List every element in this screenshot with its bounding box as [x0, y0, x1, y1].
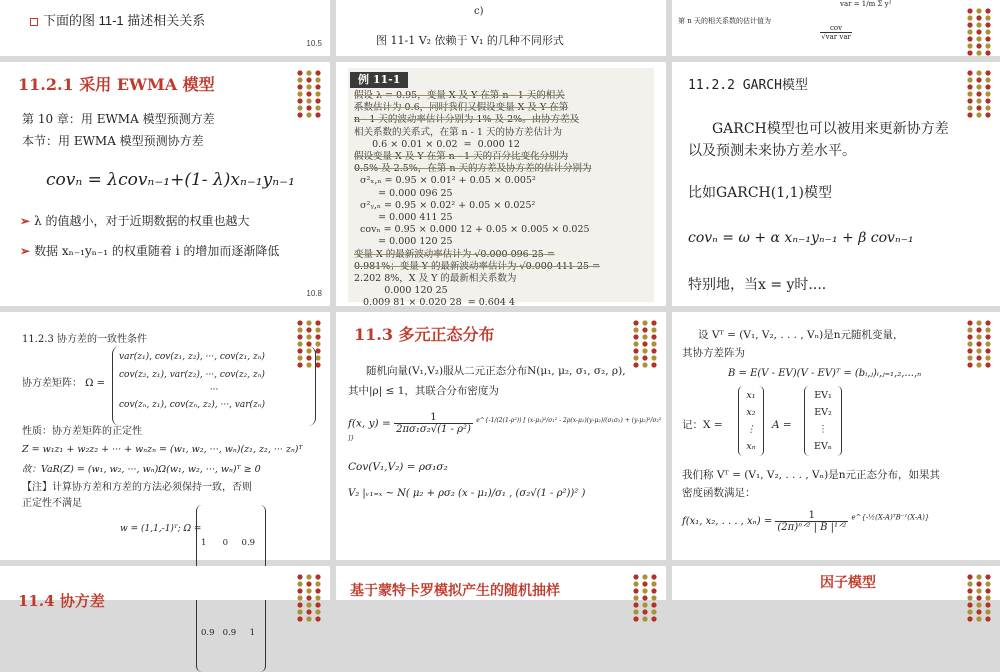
decorative-dot	[976, 588, 981, 593]
matrix-row: 1 0 0.9	[201, 538, 256, 548]
text-line: 性质：协方差矩阵的正定性	[22, 426, 142, 437]
matrix-row: 0.9 0.9 1	[201, 628, 256, 638]
w-formula: w = (1,1,-1)ᵀ; Ω =	[120, 524, 202, 534]
decorative-dot	[985, 8, 990, 13]
example-line: n - 1 天的波动率估计分别为 1% 及 2%。由协方差及	[354, 114, 580, 126]
decorative-dot	[967, 43, 972, 48]
decorative-dot	[633, 588, 638, 593]
slide-example-11-1[interactable]	[336, 62, 666, 309]
decorative-dot	[976, 29, 981, 34]
decorative-dot	[297, 581, 302, 586]
matrix-row: ···	[209, 385, 219, 395]
b-formula: B = E(V - EV)(V - EV)ᵀ = (bᵢ,ⱼ)ᵢ,ⱼ₌₁,₂,...,ₙ	[728, 368, 922, 379]
decorative-dot	[315, 91, 320, 96]
example-body	[348, 90, 654, 310]
decorative-dot	[985, 77, 990, 82]
decorative-dot	[976, 320, 981, 325]
decorative-dot	[985, 334, 990, 339]
slide-top-middle[interactable]	[336, 0, 666, 56]
decorative-dot	[651, 327, 656, 332]
note-text: 【注】计算协方差和方差的方法必须保持一致，否则	[22, 482, 252, 493]
decorative-dot	[633, 320, 638, 325]
decorative-dot	[315, 609, 320, 614]
z-formula: Z = w₁z₁ + w₂z₂ + ··· + wₙzₙ = (w₁, w₂, ···, wₙ)(z₁, z₂, ··· zₙ)ᵀ	[22, 444, 303, 455]
decorative-dot	[297, 609, 302, 614]
decorative-dot	[306, 77, 311, 82]
decorative-dot	[306, 609, 311, 614]
slide-title: 因子模型	[820, 575, 876, 591]
decorative-dot	[967, 348, 972, 353]
decorative-dot	[297, 70, 302, 75]
decorative-dot	[967, 8, 972, 13]
decorative-dot	[633, 348, 638, 353]
decorative-dot	[642, 327, 647, 332]
decorative-dot	[967, 112, 972, 117]
text-line: 第 10 章：用 EWMA 模型预测方差	[22, 112, 215, 126]
slide-garch[interactable]	[672, 62, 1000, 306]
decorative-dot	[976, 334, 981, 339]
decorative-dot	[633, 362, 638, 367]
example-line: 假设变量 X 及 Y 在第 n - 1 天的百分比变化分别为	[354, 151, 569, 163]
decorative-dot	[651, 348, 656, 353]
decorative-dot	[297, 320, 302, 325]
decorative-dot	[651, 616, 656, 621]
decorative-dot	[651, 320, 656, 325]
decorative-dot	[985, 574, 990, 579]
decorative-dot	[976, 77, 981, 82]
decorative-dot	[306, 320, 311, 325]
bullet-line	[30, 10, 205, 29]
covariance-matrix	[112, 346, 316, 426]
decorative-dot	[315, 84, 320, 89]
text-line: 其协方差阵为	[682, 347, 745, 359]
decorative-dot	[642, 602, 647, 607]
decorative-dot	[976, 327, 981, 332]
text-line: 比如GARCH(1,1)模型	[688, 185, 832, 201]
decorative-dot	[976, 574, 981, 579]
text-line: 以及预测未来协方差水平。	[688, 143, 856, 159]
decorative-dot	[976, 43, 981, 48]
density-formula	[682, 510, 929, 533]
text-line: 特别地，当x = y时....	[688, 277, 827, 293]
decorative-dot	[315, 595, 320, 600]
slide-top-left[interactable]	[0, 0, 330, 56]
decorative-dot	[985, 327, 990, 332]
decorative-dot	[642, 581, 647, 586]
slide-title: 11.2.2 GARCH模型	[688, 78, 808, 93]
square-bullet-icon	[30, 18, 38, 26]
example-line: 2.202 8%，X 及 Y 的最新相关系数为	[354, 273, 517, 285]
decorative-dot	[306, 595, 311, 600]
decorative-dot	[967, 320, 972, 325]
bullet-item: ➢ 数据 xₙ₋₁yₙ₋₁ 的权重随着 i 的增加而逐渐降低	[20, 244, 280, 258]
decorative-dot	[297, 574, 302, 579]
decorative-dot	[967, 70, 972, 75]
decorative-dot	[297, 112, 302, 117]
decorative-dot	[967, 15, 972, 20]
decorative-dot	[633, 574, 638, 579]
example-line: covₙ = 0.95 × 0.000 12 + 0.05 × 0.005 × 0.025	[354, 224, 590, 236]
decorative-dot	[633, 581, 638, 586]
slide-title: 11.3 多元正态分布	[354, 325, 495, 344]
decorative-dot	[642, 341, 647, 346]
decorative-dot	[315, 588, 320, 593]
slide-ewma[interactable]	[0, 62, 330, 306]
decorative-dots-icon	[630, 572, 660, 622]
decorative-dot	[633, 341, 638, 346]
decorative-dot	[976, 105, 981, 110]
decorative-dot	[651, 362, 656, 367]
decorative-dot	[985, 616, 990, 621]
decorative-dot	[967, 362, 972, 367]
page-number: 10.8	[306, 289, 322, 298]
decorative-dot	[297, 105, 302, 110]
decorative-dot	[985, 362, 990, 367]
exponent: e^{-1/(2(1-ρ²)) [ (x-μ₁)²/σ₁² - 2ρ(x-μ₁)(y-μ₂)/(σ₁σ₂) + (y-μ₂)²/σ₂² ]}	[348, 417, 662, 442]
decorative-dot	[315, 574, 320, 579]
matrix-row: cov(zₙ, z₁), cov(zₙ, z₂), ···, var(zₙ)	[119, 400, 265, 410]
decorative-dot	[633, 602, 638, 607]
decorative-dot	[976, 609, 981, 614]
decorative-dot	[967, 29, 972, 34]
decorative-dot	[306, 616, 311, 621]
decorative-dot	[642, 334, 647, 339]
decorative-dot	[306, 327, 311, 332]
example-line: 系数估计为 0.6，同时我们又假设变量 X 及 Y 在第	[354, 102, 569, 114]
decorative-dot	[306, 588, 311, 593]
decorative-dot	[651, 334, 656, 339]
decorative-dot	[633, 327, 638, 332]
decorative-dot	[306, 91, 311, 96]
decorative-dot	[985, 84, 990, 89]
decorative-dot	[976, 362, 981, 367]
decorative-dot	[642, 609, 647, 614]
decorative-dot	[633, 355, 638, 360]
decorative-dot	[985, 22, 990, 27]
decorative-dot	[315, 334, 320, 339]
text-line: 密度函数满足：	[682, 487, 756, 499]
decorative-dot	[306, 84, 311, 89]
decorative-dot	[967, 77, 972, 82]
arrow-bullet-icon: ➢	[20, 214, 31, 228]
decorative-dot	[976, 98, 981, 103]
decorative-dot	[297, 602, 302, 607]
decorative-dot	[642, 574, 647, 579]
decorative-dot	[967, 50, 972, 55]
matrix-row: cov(z₂, z₁), var(z₂), ···, cov(z₂, zₙ)	[119, 370, 265, 380]
decorative-dots-icon	[964, 572, 994, 622]
corr-formula: cov √var var	[821, 24, 851, 41]
decorative-dot	[985, 348, 990, 353]
exponent: e^{-½(X-A)ᵀB⁻¹(X-A)}	[851, 513, 930, 522]
x-label: 记：X =	[682, 419, 723, 431]
decorative-dot	[985, 98, 990, 103]
matrix-label: 协方差矩阵： Ω =	[22, 378, 106, 389]
figure-caption: 图 11-1 V₂ 依赖于 V₁ 的几种不同形式	[376, 34, 564, 47]
slide-bottom-middle[interactable]	[336, 566, 666, 600]
decorative-dot	[633, 334, 638, 339]
decorative-dot	[297, 98, 302, 103]
decorative-dot	[967, 574, 972, 579]
decorative-dot	[306, 581, 311, 586]
garch-formula: covₙ = ω + α xₙ₋₁yₙ₋₁ + β covₙ₋₁	[688, 230, 914, 246]
decorative-dot	[297, 77, 302, 82]
decorative-dots-icon	[294, 572, 324, 622]
density-formula	[348, 412, 666, 448]
decorative-dots-icon	[964, 318, 994, 368]
decorative-dot	[976, 616, 981, 621]
arrow-bullet-icon: ➢	[20, 244, 31, 258]
decorative-dot	[651, 595, 656, 600]
decorative-dot	[976, 595, 981, 600]
formula-label: f(x, y) =	[348, 417, 391, 430]
decorative-dot	[315, 355, 320, 360]
slide-multivariate-normal[interactable]	[336, 312, 666, 560]
decorative-dot	[642, 595, 647, 600]
decorative-dot	[967, 84, 972, 89]
example-line: 0.6 × 0.01 × 0.02 = 0.000 12	[354, 138, 520, 150]
matrix-row: var(z₁), cov(z₁, z₂), ···, cov(z₁, zₙ)	[119, 352, 265, 362]
slide-title: 11.2.3 协方差的一致性条件	[22, 334, 147, 345]
decorative-dot	[976, 355, 981, 360]
decorative-dot	[985, 43, 990, 48]
fraction: $\frac{1}{\text{2πσ₁σ₂√(1 - ρ²)}}$	[396, 412, 471, 435]
decorative-dot	[976, 91, 981, 96]
decorative-dot	[967, 91, 972, 96]
decorative-dot	[967, 609, 972, 614]
decorative-dot	[315, 616, 320, 621]
decorative-dot	[315, 362, 320, 367]
decorative-dot	[315, 602, 320, 607]
decorative-dot	[985, 609, 990, 614]
slide-top-right[interactable]	[672, 0, 1000, 56]
decorative-dot	[642, 588, 647, 593]
decorative-dot	[306, 98, 311, 103]
decorative-dot	[976, 15, 981, 20]
decorative-dot	[315, 348, 320, 353]
decorative-dot	[642, 362, 647, 367]
slide-title: 11.4 协方差	[18, 592, 105, 610]
bullet-item: ➢ λ 的值越小，对于近期数据的权重也越大	[20, 214, 250, 228]
text-line: 设 Vᵀ = (V₁, V₂, . . . , Vₙ)是n元随机变量，	[698, 329, 904, 341]
decorative-dot	[967, 588, 972, 593]
decorative-dot	[967, 22, 972, 27]
example-line: 0.000 120 25	[354, 285, 448, 297]
decorative-dot	[297, 334, 302, 339]
decorative-dot	[985, 50, 990, 55]
decorative-dot	[315, 327, 320, 332]
decorative-dot	[315, 98, 320, 103]
a-label: A =	[772, 419, 792, 431]
decorative-dot	[306, 334, 311, 339]
example-line: 假设 λ = 0.95，变量 X 及 Y 在第 n - 1 天的相关	[354, 90, 565, 101]
decorative-dot	[985, 355, 990, 360]
decorative-dot	[651, 602, 656, 607]
decorative-dot	[976, 341, 981, 346]
example-line: 相关系数的关系式，在第 n - 1 天的协方差估计为	[354, 126, 562, 138]
decorative-dots-icon	[294, 68, 324, 118]
example-line: = 0.000 411 25	[354, 212, 453, 224]
decorative-dot	[633, 595, 638, 600]
decorative-dots-icon	[964, 6, 994, 56]
slide-bottom-left[interactable]	[0, 566, 330, 610]
corr-estimate-text: 第 n 天的相关系数的估计值为	[678, 17, 771, 25]
example-line: 变量 X 的最新波动率估计为 √0.000 096 25 =	[354, 248, 555, 260]
decorative-dot	[976, 50, 981, 55]
decorative-dot	[315, 112, 320, 117]
example-line: 0.5% 及 2.5%，在第 n 天的方差及协方差的估计分别为	[354, 163, 592, 175]
conditional-formula: V₂ |ᵥ₁₌ₓ ~ N( μ₂ + ρσ₂ (x - μ₁)/σ₁ , (σ₂√(1 - ρ²))² )	[348, 488, 586, 499]
decorative-dot	[651, 341, 656, 346]
page-number: 10.5	[306, 39, 322, 48]
slide-title: 基于蒙特卡罗模拟产生的随机抽样	[350, 583, 560, 599]
decorative-dot	[985, 112, 990, 117]
decorative-dot	[985, 70, 990, 75]
decorative-dot	[976, 602, 981, 607]
decorative-dot	[651, 588, 656, 593]
decorative-dot	[976, 112, 981, 117]
bullet-text: 下面的图 11-1 描述相关关系	[43, 13, 206, 28]
decorative-dot	[967, 595, 972, 600]
decorative-dots-icon	[630, 318, 660, 368]
decorative-dot	[967, 355, 972, 360]
decorative-dot	[306, 112, 311, 117]
decorative-dot	[306, 105, 311, 110]
decorative-dot	[306, 70, 311, 75]
decorative-dot	[985, 29, 990, 34]
decorative-dot	[297, 91, 302, 96]
decorative-dot	[976, 36, 981, 41]
example-line: = 0.000 120 25	[354, 236, 453, 248]
example-line: σ²ᵧ,ₙ = 0.95 × 0.02² + 0.05 × 0.025²	[354, 199, 536, 211]
slide-n-variate-normal[interactable]	[672, 312, 1000, 560]
x-vector: x₁ x₂ ⋮ xₙ	[738, 386, 764, 456]
decorative-dot	[985, 15, 990, 20]
formula-label: f(x₁, x₂, . . . , xₙ) =	[682, 516, 773, 527]
example-line: 0.981%；变量 Y 的最新波动率估计为 √0.000 411 25 =	[354, 260, 601, 272]
example-title: 例 11-1	[350, 72, 408, 88]
decorative-dot	[985, 91, 990, 96]
decorative-dot	[976, 8, 981, 13]
slide-title: 11.2.1 采用 EWMA 模型	[18, 75, 215, 94]
decorative-dot	[315, 320, 320, 325]
slide-bottom-right[interactable]	[672, 566, 1000, 600]
cov-formula: Cov(V₁,V₂) = ρσ₁σ₂	[348, 461, 448, 473]
decorative-dot	[985, 36, 990, 41]
fraction: $\frac{1}{\text{(2π)ⁿᐟ² | B |¹ᐟ²}}$	[777, 510, 847, 533]
decorative-dot	[985, 581, 990, 586]
variance-formula: var = 1/m Σ y²	[840, 0, 892, 8]
decorative-dot	[967, 341, 972, 346]
decorative-dot	[315, 105, 320, 110]
decorative-dot	[967, 616, 972, 621]
decorative-dot	[985, 595, 990, 600]
decorative-dot	[967, 36, 972, 41]
decorative-dot	[315, 77, 320, 82]
decorative-dot	[642, 355, 647, 360]
decorative-dot	[315, 581, 320, 586]
decorative-dot	[297, 327, 302, 332]
decorative-dot	[306, 574, 311, 579]
example-line: σ²ₓ,ₙ = 0.95 × 0.01² + 0.05 × 0.005²	[354, 175, 536, 187]
figure-sub-label: c)	[474, 6, 484, 17]
decorative-dot	[633, 609, 638, 614]
decorative-dot	[976, 70, 981, 75]
decorative-dot	[985, 105, 990, 110]
decorative-dot	[976, 581, 981, 586]
decorative-dot	[967, 602, 972, 607]
decorative-dot	[633, 616, 638, 621]
ewma-formula: covₙ = λcovₙ₋₁+(1- λ)xₙ₋₁yₙ₋₁	[46, 170, 295, 190]
decorative-dot	[651, 355, 656, 360]
decorative-dot	[985, 341, 990, 346]
decorative-dot	[315, 70, 320, 75]
decorative-dot	[985, 602, 990, 607]
decorative-dot	[976, 22, 981, 27]
decorative-dot	[297, 588, 302, 593]
decorative-dot	[297, 616, 302, 621]
decorative-dot	[967, 98, 972, 103]
text-line: 本节：用 EWMA 模型预测协方差	[22, 134, 204, 148]
decorative-dot	[976, 348, 981, 353]
decorative-dot	[642, 320, 647, 325]
decorative-dot	[315, 341, 320, 346]
decorative-dot	[651, 581, 656, 586]
scanned-example	[348, 68, 654, 309]
a-vector: EV₁ EV₂ ⋮ EVₙ	[804, 386, 842, 456]
decorative-dot	[967, 334, 972, 339]
decorative-dot	[985, 320, 990, 325]
example-line: 0.009 81 × 0.020 28 = 0.604 4	[354, 297, 515, 309]
decorative-dot	[297, 84, 302, 89]
decorative-dot	[306, 602, 311, 607]
decorative-dot	[297, 595, 302, 600]
decorative-dot	[976, 84, 981, 89]
decorative-dot	[642, 616, 647, 621]
decorative-dot	[985, 588, 990, 593]
text-line: GARCH模型也可以被用来更新协方差	[712, 121, 949, 137]
decorative-dot	[967, 581, 972, 586]
decorative-dot	[651, 609, 656, 614]
decorative-dot	[651, 574, 656, 579]
decorative-dot	[967, 105, 972, 110]
text-line: 其中|ρ| ≤ 1，其联合分布密度为	[348, 385, 499, 397]
example-line: = 0.000 096 25	[354, 187, 453, 199]
note-text: 正定性不满足	[22, 498, 82, 509]
decorative-dots-icon	[964, 68, 994, 118]
text-line: 我们称 Vᵀ = (V₁, V₂, . . . , Vₙ)是n元正态分布，如果其	[682, 469, 941, 481]
decorative-dot	[967, 327, 972, 332]
decorative-dot	[642, 348, 647, 353]
text-line: 随机向量(V₁,V₂)服从二元正态分布N(μ₁, μ₂, σ₁, σ₂, ρ),	[366, 365, 626, 377]
var-formula: 故：VaR(Z) = (w₁, w₂, ···, wₙ)Ω(w₁, w₂, ···, wₙ)ᵀ ≥ 0	[22, 464, 261, 475]
